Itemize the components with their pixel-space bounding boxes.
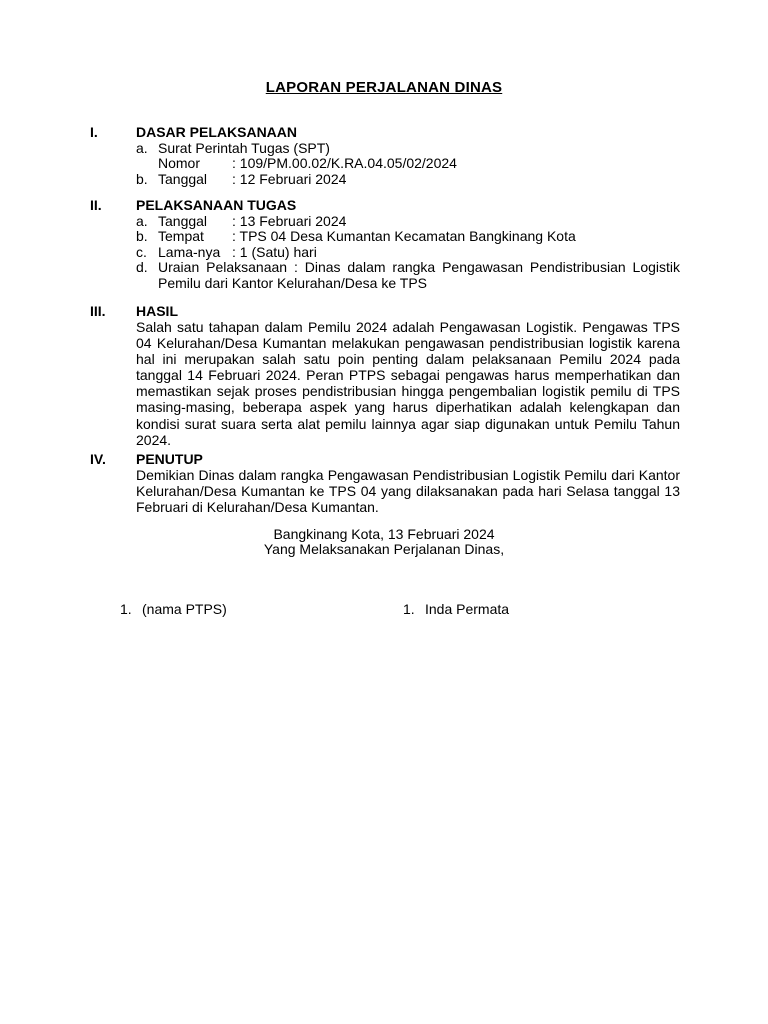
section-heading: DASAR PELAKSANAAN	[136, 124, 298, 140]
item-letter: a.	[136, 213, 148, 229]
item-letter: a.	[136, 140, 148, 156]
tanggal-row	[136, 213, 346, 229]
signature-name: Inda Permata	[425, 601, 510, 617]
hasil-paragraph: Salah satu tahapan dalam Pemilu 2024 adalah Pengawasan Logistik. Pengawas TPS 04 Kelurahan/Desa Kumantan melakukan pengawasan pendistribusian logistik karena hal ini merupakan salah satu poin penting dalam pelaksanaan Pemilu 2024 pada tanggal 14 Februari 2024. Peran PTPS sebagai pengawas harus memperhatikan dan memastikan sejak proses pendistribusian hingga pengembalian logistik pemilu di TPS masing-masing, beberapa aspek yang harus diperhatikan adalah kelengkapan dan kondisi surat suara serta alat pemilu lainnya agar siap digunakan untuk Pemilu Tahun 2024.	[136, 319, 680, 448]
tanggal-value: : 12 Februari 2024	[232, 171, 347, 187]
section-number: III.	[90, 303, 106, 319]
section-number: IV.	[90, 451, 106, 467]
tempat-row	[136, 228, 576, 244]
penutup-paragraph: Demikian Dinas dalam rangka Pengawasan Pendistribusian Logistik Pemilu dari Kantor Kelurahan/Desa Kumantan ke TPS 04 yang dilaksanakan pada hari Selasa tanggal 13 Februari di Kelurahan/Desa Kumantan.	[136, 467, 680, 516]
item-text: Surat Perintah Tugas (SPT)	[158, 140, 330, 156]
tanggal-label: Tanggal	[158, 213, 208, 229]
nomor-label: Nomor	[158, 155, 201, 171]
lama-label: Lama-nya	[158, 244, 221, 260]
item-letter: b.	[136, 171, 148, 187]
lama-row	[136, 244, 317, 260]
section-number: I.	[90, 124, 98, 140]
signature-right	[403, 601, 509, 617]
tempat-value: : TPS 04 Desa Kumantan Kecamatan Bangkinang Kota	[232, 228, 576, 244]
signature-name: (nama PTPS)	[142, 601, 227, 617]
document-title: LAPORAN PERJALANAN DINAS	[265, 79, 503, 96]
uraian-letter-row	[136, 259, 158, 275]
spt-item	[136, 140, 330, 156]
nomor-value: : 109/PM.00.02/K.RA.04.05/02/2024	[232, 155, 457, 171]
section-number: II.	[90, 197, 102, 213]
nomor-row	[158, 155, 457, 171]
uraian-text: Uraian Pelaksanaan : Dinas dalam rangka Pengawasan Pendistribusian Logistik Pemilu dari Kantor Kelurahan/Desa ke TPS	[158, 259, 680, 291]
tanggal-spt-row	[136, 171, 346, 187]
item-letter: b.	[136, 228, 148, 244]
signer-caption: Yang Melaksanakan Perjalanan Dinas,	[263, 541, 505, 557]
item-letter: c.	[136, 244, 147, 260]
tanggal-label: Tanggal	[158, 171, 208, 187]
tempat-label: Tempat	[158, 228, 204, 244]
place-date: Bangkinang Kota, 13 Februari 2024	[273, 526, 495, 542]
section-heading: HASIL	[136, 303, 178, 319]
tanggal-value: : 13 Februari 2024	[232, 213, 347, 229]
item-letter: d.	[136, 259, 148, 275]
signature-number: 1.	[403, 601, 415, 617]
section-heading: PENUTUP	[136, 451, 203, 467]
lama-value: : 1 (Satu) hari	[232, 244, 317, 260]
section-heading: PELAKSANAAN TUGAS	[136, 197, 297, 213]
signature-number: 1.	[120, 601, 132, 617]
signature-left	[120, 601, 227, 617]
